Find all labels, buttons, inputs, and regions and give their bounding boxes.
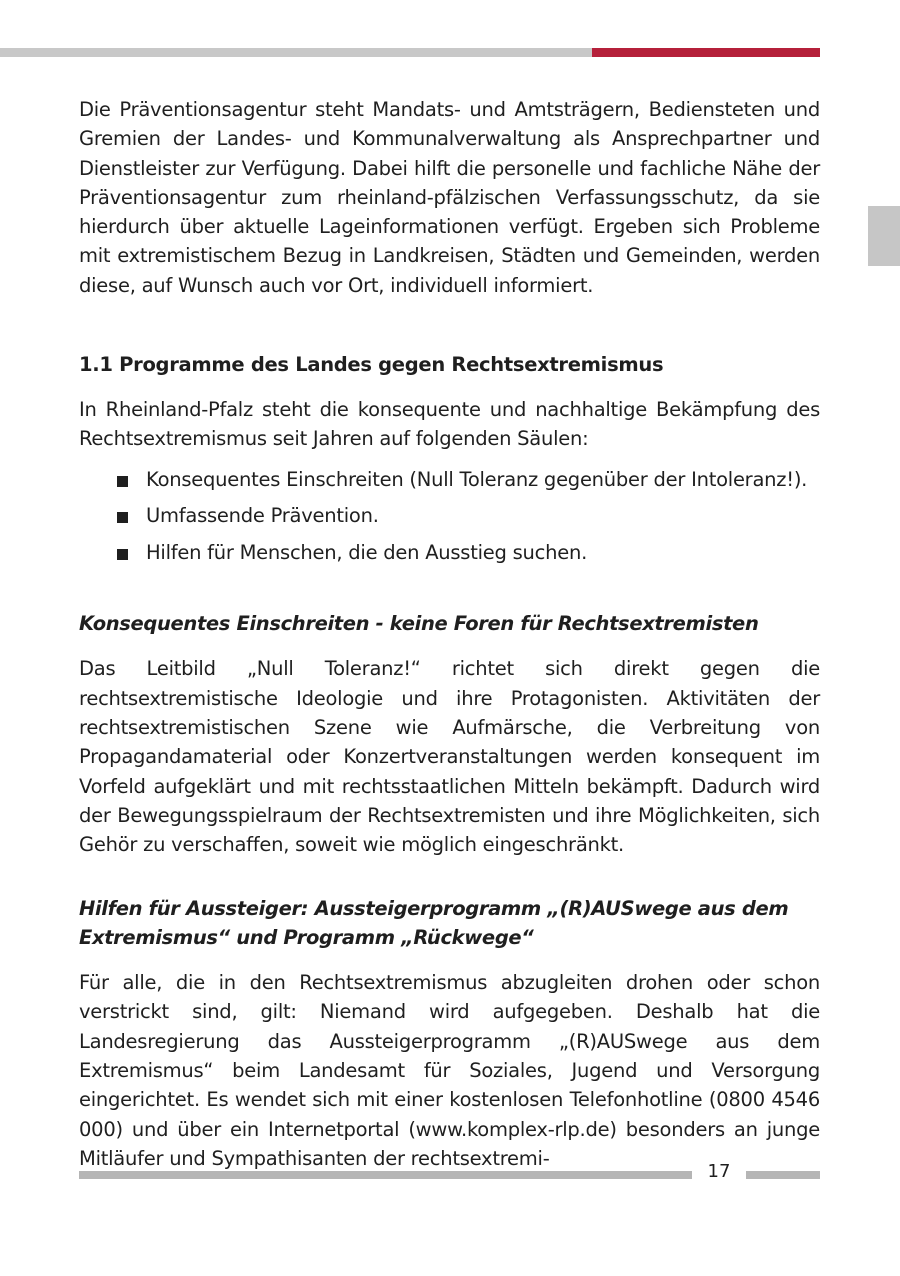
programme-paragraph: In Rheinland-Pfalz steht die konsequente und nachhaltige Bekämpfung des Rechtsextremismus seit Jahren auf folgenden Säulen: bbox=[79, 398, 820, 451]
list-item bbox=[79, 462, 820, 499]
aussteiger-paragraph: Für alle, die in den Rechtsextremismus abzugleiten drohen oder schon verstrickt sind, gilt: Niemand wird aufgegeben. Deshalb hat die Landesregierung das Aussteigerprogramm „(R)AUSwege aus dem Extremismus“ beim Landesamt für Soziales, Jugend und Versorgung eingerichtet. Es wendet sich mit einer kostenlosen Telefonhotline (0800 4546 000) und über ein Internetportal (www.komplex-​rlp.de) besonders an junge Mitläufer und Sympathisanten der rechtsextremi- bbox=[79, 971, 820, 1170]
list-item bbox=[79, 498, 820, 535]
subheading-einschreiten: Konsequentes Einschreiten - keine Foren für Rechtsextremisten bbox=[79, 612, 759, 636]
pillar-label: Hilfen für Menschen, die den Ausstieg suchen. bbox=[146, 540, 588, 564]
square-bullet-icon bbox=[117, 549, 128, 560]
einschreiten-paragraph: Das Leitbild „Null Toleranz!“ richtet sich direkt gegen die rechtsextremistische Ideologie und ihre Protagonisten. Aktivitäten der rechtsextremistischen Szene wie Aufmärsche, die Verbreitung von Propagandamaterial oder Konzertveranstaltungen werden konsequent im Vorfeld aufgeklärt und mit rechtsstaatlichen Mitteln bekämpft. Dadurch wird der Bewegungsspielraum der Rechtsextremisten und ihre Möglichkeiten, sich Gehör zu verschaffen, soweit wie möglich eingeschränkt. bbox=[79, 657, 820, 857]
pillar-label: Konsequentes Einschreiten (Null Toleranz gegenüber der Intoleranz!). bbox=[146, 467, 808, 491]
square-bullet-icon bbox=[117, 476, 128, 487]
pillars-list bbox=[79, 462, 820, 572]
chapter-side-tab bbox=[868, 206, 900, 266]
intro-paragraph: Die Präventionsagentur steht Mandats- und Amtsträgern, Bediensteten und Gremien der Landes- und Kommunalverwaltung als Ansprechpartner und Dienstleister zur Verfügung. Dabei hilft die personelle und fachliche Nähe der Präventionsagentur zum rheinland-pfälzischen Verfassungsschutz, da sie hierdurch über aktuelle Lageinformationen verfügt. Ergeben sich Probleme mit extremistischem Bezug in Landkreisen, Städten und Gemeinden, werden diese, auf Wunsch auch vor Ort, individuell informiert. bbox=[79, 98, 820, 297]
header-bar-accent bbox=[592, 48, 820, 57]
subheading-aussteiger: Hilfen für Aussteiger: Aussteigerprogramm „(R)AUSwege aus dem Extremismus“ und Programm „Rückwege“ bbox=[79, 896, 789, 949]
header-bar-gray bbox=[0, 48, 592, 57]
section-heading-programme: 1.1 Programme des Landes gegen Rechtsextremismus bbox=[79, 353, 664, 377]
list-item bbox=[79, 535, 820, 572]
page-content bbox=[79, 95, 820, 1173]
square-bullet-icon bbox=[117, 512, 128, 523]
footer-bar-right bbox=[746, 1171, 820, 1179]
pillar-label: Umfassende Prävention. bbox=[146, 504, 379, 528]
footer-bar-left bbox=[79, 1171, 692, 1179]
page-number: 17 bbox=[707, 1161, 731, 1182]
